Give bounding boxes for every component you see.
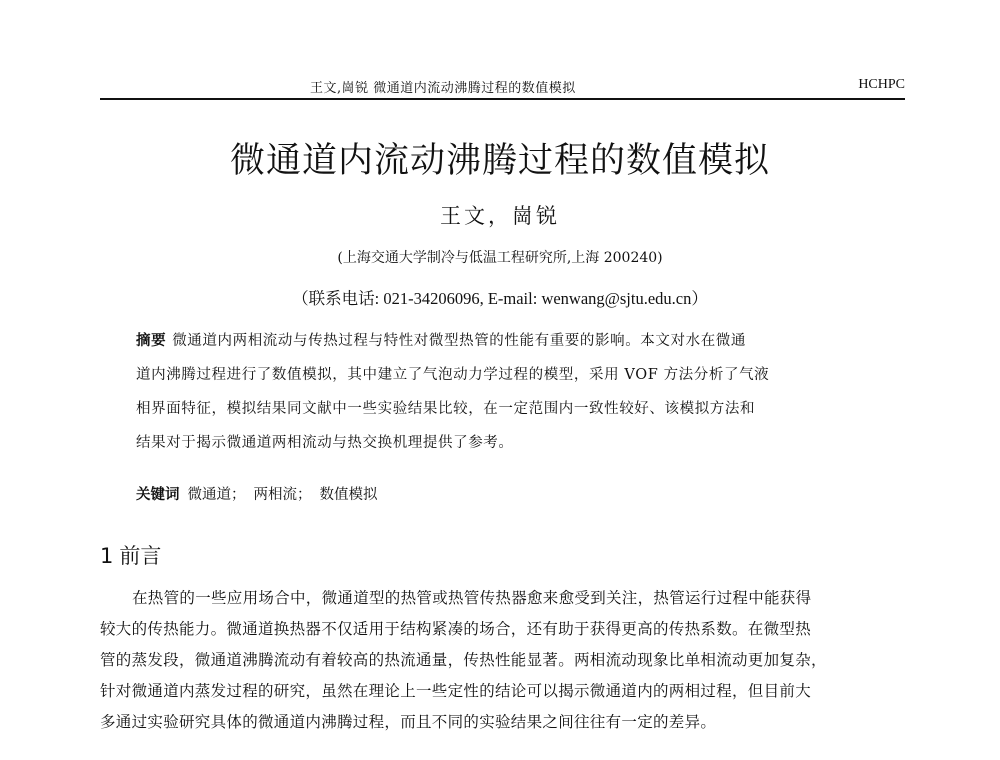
abstract-label: 摘要 — [136, 333, 167, 349]
header-rule — [100, 98, 905, 100]
section-number: 1 — [100, 544, 114, 568]
abstract-line: 道内沸腾过程进行了数值模拟，其中建立了气泡动力学过程的模型，采用 VOF 方法分析了气液 — [136, 367, 770, 383]
keywords — [136, 483, 378, 504]
section-body — [100, 586, 905, 741]
paragraph-line: 较大的传热能力。微通道换热器不仅适用于结构紧凑的场合，还有助于获得更高的传热系数。在微型热 — [100, 620, 812, 638]
paragraph-line: 管的蒸发段，微通道沸腾流动有着较高的热流通量，传热性能显著。两相流动现象比单相流动更加复杂， — [100, 651, 827, 669]
paragraph-line: 在热管的一些应用场合中，微通道型的热管或热管传热器愈来愈受到关注，热管运行过程中能获得 — [132, 589, 812, 607]
keyword: 两相流 — [253, 487, 297, 503]
section-heading — [100, 540, 161, 570]
journal-code: HCHPC — [858, 77, 905, 92]
running-title: 王文,崗锐 微通道内流动沸腾过程的数值模拟 — [310, 81, 576, 96]
keyword-separator: ； — [297, 487, 312, 503]
paragraph-line: 针对微通道内蒸发过程的研究，虽然在理论上一些定性的结论可以揭示微通道内的两相过程，但目前大 — [100, 682, 812, 700]
abstract — [136, 330, 871, 466]
keyword: 微通道 — [187, 487, 231, 503]
abstract-line: 相界面特征，模拟结果同文献中一些实验结果比较，在一定范围内一致性较好、该模拟方法和 — [136, 401, 756, 417]
paper-title: 微通道内流动沸腾过程的数值模拟 — [229, 141, 770, 181]
abstract-text: 微通道内两相流动与传热过程与特性对微型热管的性能有重要的影响。本文对水在微通 — [172, 333, 746, 349]
paragraph-line: 多通过实验研究具体的微通道内沸腾过程，而且不同的实验结果之间往往有一定的差异。 — [100, 713, 717, 731]
running-header — [100, 77, 905, 99]
paper-authors: 王文，崗锐 — [440, 204, 560, 228]
keywords-label: 关键词 — [136, 487, 180, 503]
keyword-separator: ； — [231, 487, 246, 503]
paper-affiliation: (上海交通大学制冷与低温工程研究所,上海 200240) — [337, 250, 663, 266]
paper-contact: （联系电话: 021-34206096, E-mail: wenwang@sjtu.edu.cn） — [292, 289, 708, 308]
abstract-line: 结果对于揭示微通道两相流动与热交换机理提供了参考。 — [136, 435, 514, 451]
abstract-line — [136, 330, 871, 364]
section-title: 前言 — [119, 544, 162, 568]
keyword: 数值模拟 — [319, 487, 378, 503]
